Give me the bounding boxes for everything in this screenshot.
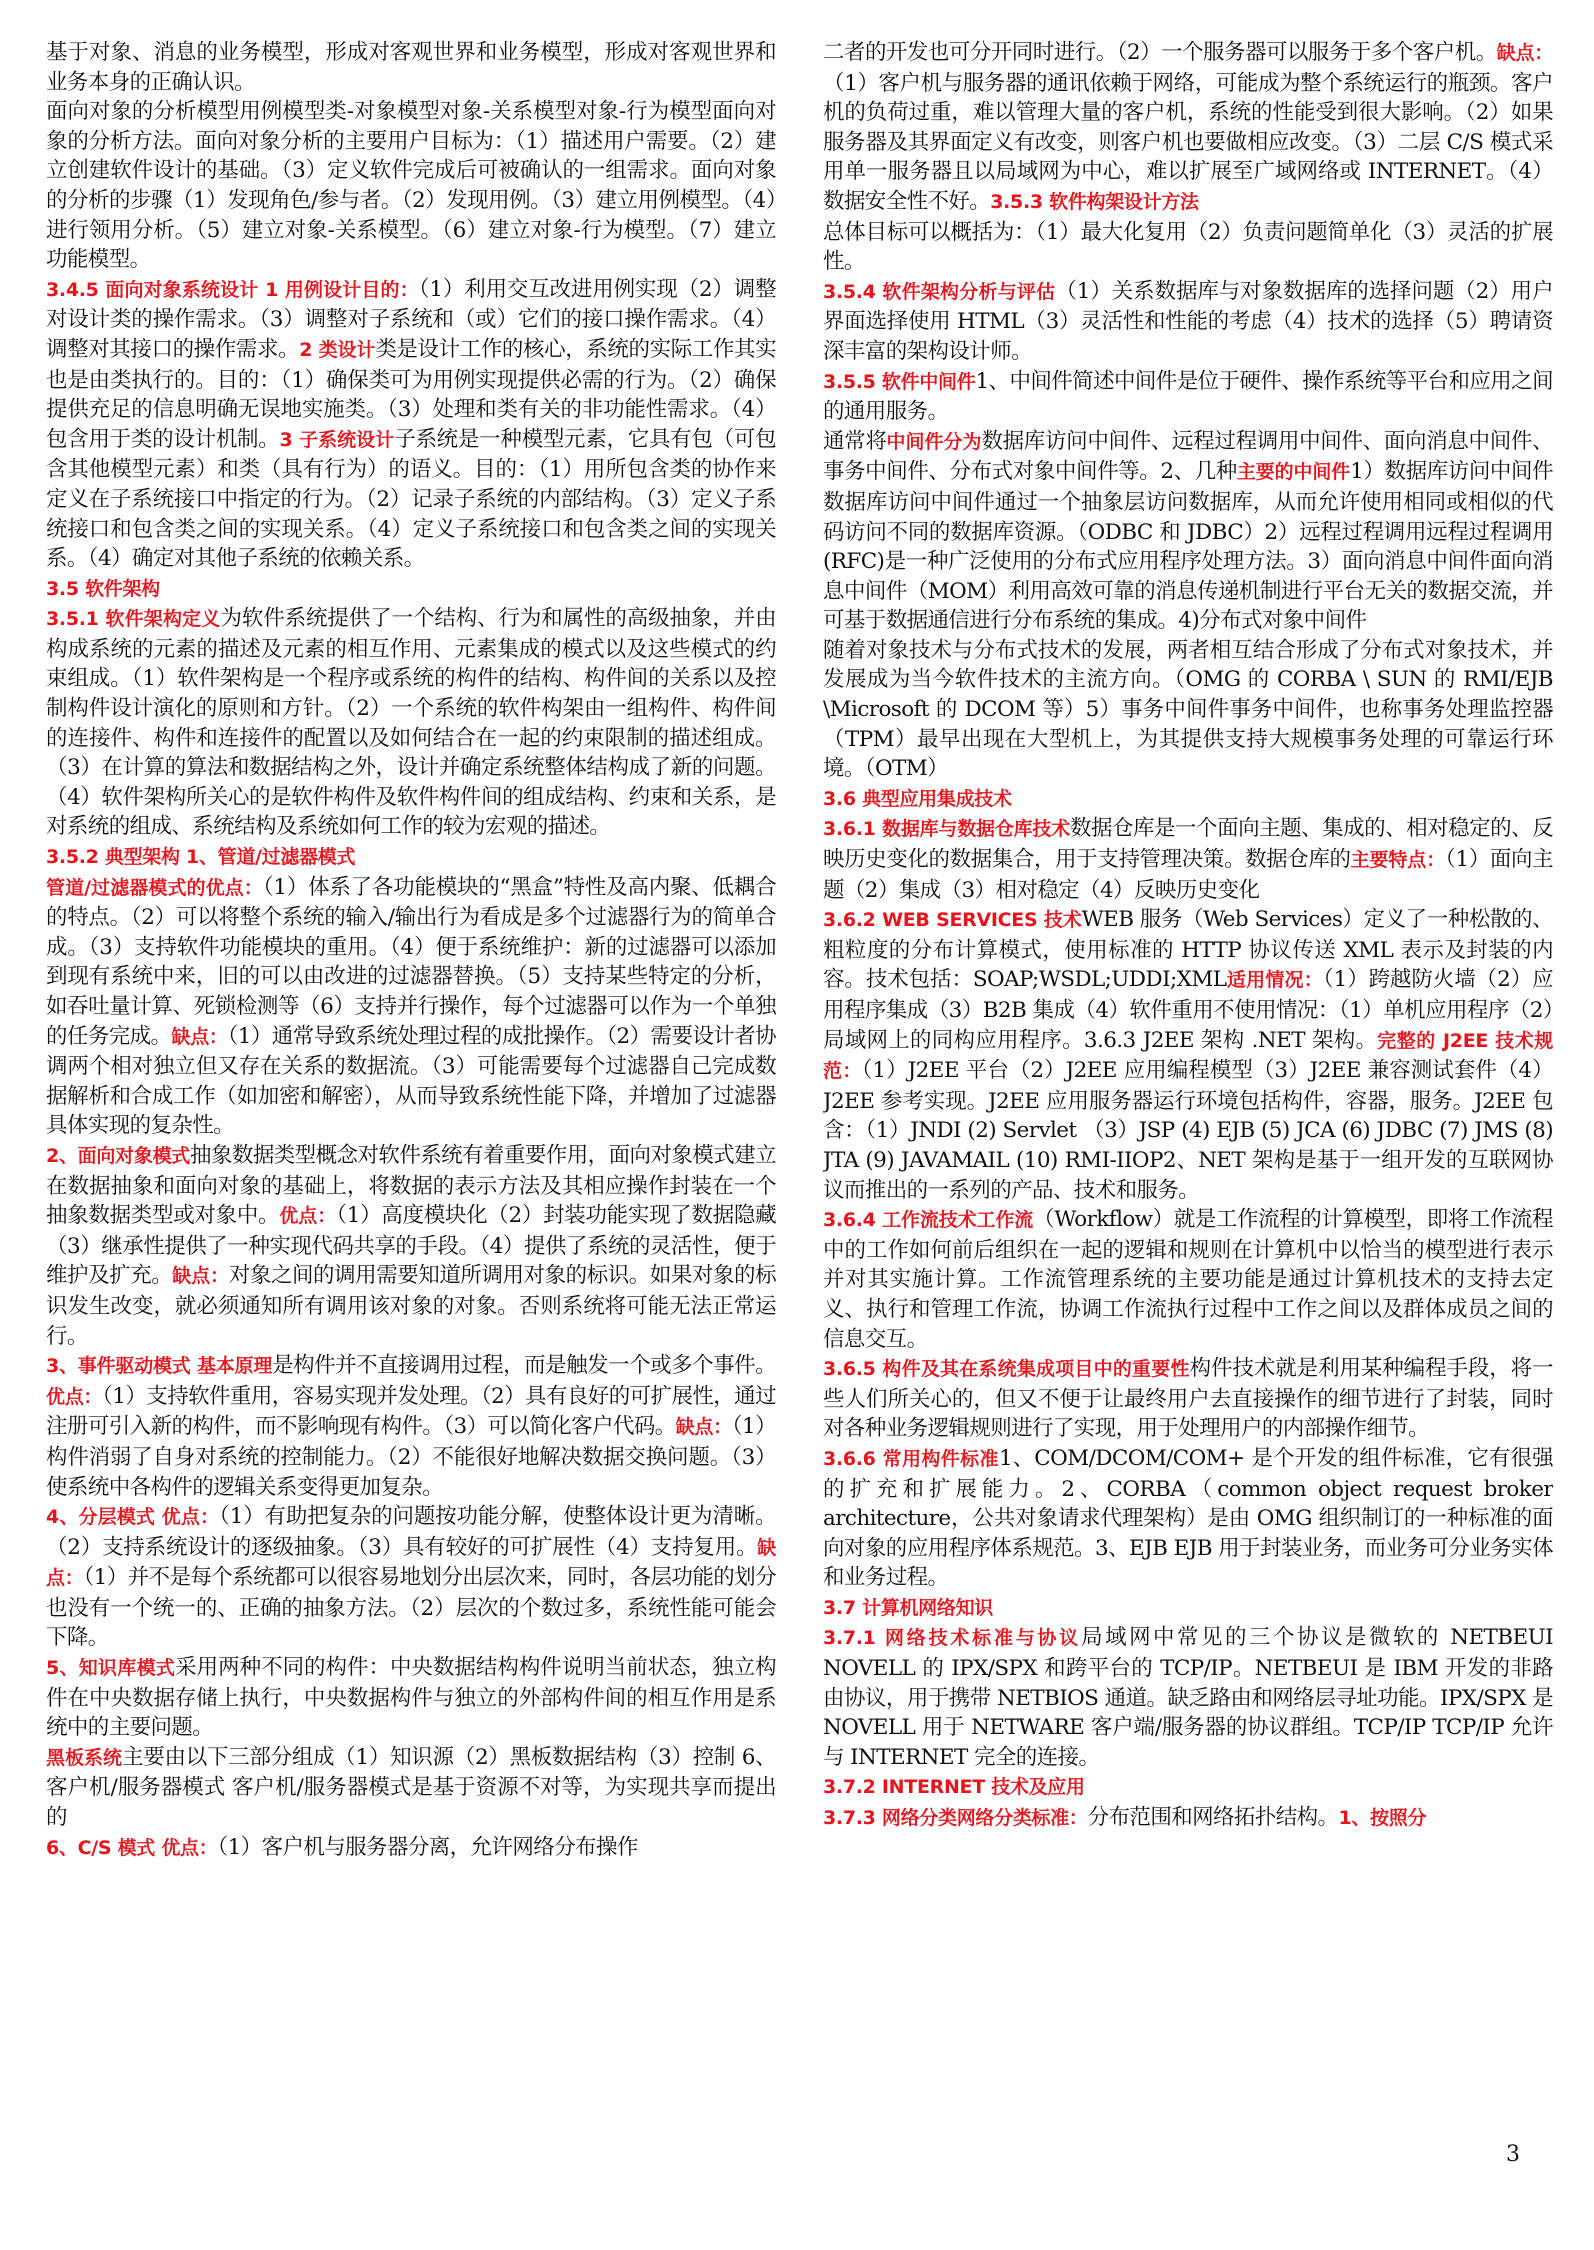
text-run: 子系统是一种模型元素，它具有包（可包含其他模型元素）和类（具有行为）的语义。目的：（1）用所包含类的协作来定义在子系统接口中指定的行为。（2）记录子系统的内部结构。（3）定义子系统接口和包含类之间的实现关系。（4）定义子系统接口和包含类之间的实现关系。（4）确定对其他子系统的依赖关系。 bbox=[46, 426, 776, 572]
text-run: （1）支持软件重用，容易实现并发处理。（2）具有良好的可扩展性，通过注册可引入新的构件，而不影响现有构件。（3）可以简化客户代码。 bbox=[46, 1383, 776, 1440]
heading-run: 中间件分为 bbox=[886, 430, 982, 453]
heading-run: 3.6.6 常用构件标准 bbox=[823, 1447, 999, 1470]
heading-run: 缺点： bbox=[1496, 42, 1553, 64]
heading-run: 2 类设计 bbox=[299, 338, 376, 361]
text-run: 基于对象、消息的业务模型，形成对客观世界和业务模型，形成对客观世界和业务本身的正确认识。 bbox=[46, 40, 776, 95]
paragraph bbox=[46, 1653, 776, 1743]
text-run: （1）客户机与服务器分离，允许网络分布操作 bbox=[217, 1834, 638, 1860]
heading-run: 管道/过滤器模式的优点： bbox=[46, 876, 263, 899]
text-run: （Workflow）就是工作流程的计算模型，即将工作流程中的工作如何前后组织在一起的逻辑和规则在计算机中以恰当的模型进行表示并对其实施计算。工作流管理系统的主要功能是通过计算机技术的支持去定义、执行和管理工作流，协调工作流执行过程中工作之间以及群体成员之间的信息交互。 bbox=[823, 1207, 1553, 1352]
text-run: 构件技术就是利用某种编程手段，将一些人们所关心的，但又不便于让最终用户去直接操作的细节进行了封装，同时对各种业务逻辑规则进行了实现，用于处理用户的内部操作细节。 bbox=[823, 1356, 1553, 1442]
paragraph bbox=[46, 38, 776, 97]
heading-run: 3.7.1 网络技术标准与协议 bbox=[823, 1627, 1082, 1650]
heading-run: 缺点： bbox=[171, 1025, 228, 1048]
heading-run: 2、面向对象模式 bbox=[46, 1144, 191, 1167]
heading-run: 黑板系统 bbox=[46, 1746, 123, 1769]
text-run: 对象之间的调用需要知道所调用对象的标识。如果对象的标识发生改变，就必须通知所有调用该对象的对象。否则系统将可能无法正常运行。 bbox=[46, 1263, 776, 1349]
heading-run: 缺点： bbox=[46, 1536, 776, 1590]
text-run: 通常将 bbox=[823, 428, 887, 454]
text-run: （1）客户机与服务器的通讯依赖于网络，可能成为整个系统运行的瓶颈。客户机的负荷过重，难以管理大量的客户机，系统的性能受到很大影响。（2）如果服务器及其界面定义有改变，则客户机也要做相应改变。（3）二层 C/S 模式采用单一服务器且以局域网为中心，难以扩展至广域网络或 INTERNET。（4）数据安全性不好。 bbox=[823, 70, 1553, 214]
text-run: 1、COM/DCOM/COM+ 是个开发的组件标准，它有很强的扩充和扩展能力。2、CORBA（common object request broker architecture，公共对象请求代理架构）是由 OMG 组织制订的一种标准的面向对象的应用程序体系规范。3、EJB EJB 用于封装业务，而业务可分业务实体和业务过程。 bbox=[823, 1445, 1553, 1591]
text-run: （1）利用交互改进用例实现（2）调整对设计类的操作需求。（3）调整对子系统和（或）它们的接口操作需求。（4）调整对其接口的操作需求。 bbox=[46, 276, 776, 362]
text-run: 随着对象技术与分布式技术的发展，两者相互结合形成了分布式对象技术，并发展成为当今软件技术的主流方向。（OMG 的 CORBA \ SUN 的 RMI/EJB \Microsoft 的 DCOM 等）5）事务中间件事务中间件，也称事务处理监控器（TPM）最早出现在大型机上，为其提供支持大规模事务处理的可靠运行环境。（OTM） bbox=[823, 637, 1553, 782]
paragraph bbox=[823, 367, 1553, 427]
text-run: 主要由以下三部分组成（1）知识源（2）黑板数据结构（3）控制 6、客户机/服务器模式 客户机/服务器模式是基于资源不对等，为实现共享而提出的 bbox=[46, 1744, 776, 1831]
paragraph bbox=[823, 784, 1553, 815]
heading-run: 网络分类标准： bbox=[956, 1807, 1088, 1830]
text-run: （1）有助把复杂的问题按功能分解，使整体设计更为清晰。（2）支持系统设计的逐级抽象。（3）具有较好的可扩展性（4）支持复用。 bbox=[46, 1504, 776, 1560]
heading-run: 5、知识库模式 bbox=[46, 1657, 176, 1680]
text-run: 采用两种不同的构件：中央数据结构构件说明当前状态，独立构件在中央数据存储上执行，中央数据构件与独立的外部构件间的相互作用是系统中的主要问题。 bbox=[46, 1655, 776, 1741]
paragraph bbox=[823, 1772, 1553, 1803]
heading-run: 3.5.2 典型架构 1、管道/过滤器模式 bbox=[46, 846, 356, 869]
text-run: 总体目标可以概括为：（1）最大化复用（2）负责问题简单化（3）灵活的扩展性。 bbox=[823, 219, 1553, 275]
paragraph bbox=[823, 1444, 1553, 1593]
text-run: 抽象数据类型概念对软件系统有着重要作用，面向对象模式建立在数据抽象和面向对象的基础上，将数据的表示方法及其相应操作封装在一个抽象数据类型或对象中。 bbox=[46, 1142, 776, 1229]
heading-run: 优点： bbox=[279, 1205, 337, 1228]
paragraph bbox=[46, 1743, 776, 1833]
paragraph bbox=[46, 97, 776, 275]
text-run: 类是设计工作的核心，系统的实际工作其实也是由类执行的。目的：（1）确保类可为用例实现提供必需的行为。（2）确保提供充足的信息明确无误地实施类。（3）处理和类有关的非功能性需求。（4）包含用于类的设计机制。 bbox=[46, 336, 776, 452]
paragraph bbox=[46, 604, 776, 842]
text-run: 1）数据库访问中间件数据库访问中间件通过一个抽象层访问数据库，从而允许使用相同或相似的代码访问不同的数据库资源。（ODBC 和 JDBC）2）远程过程调用远程过程调用(RFC)是一种广泛使用的分布式应用程序处理方法。3）面向消息中间件面向消息中间件（MOM）利用高效可靠的消息传递机制进行平台无关的数据交流，并可基于数据通信进行分布系统的集成。4)分布式对象中间件 bbox=[823, 459, 1553, 634]
heading-run: 3、事件驱动模式 基本原理 bbox=[46, 1355, 273, 1378]
paragraph bbox=[823, 427, 1553, 636]
paragraph bbox=[823, 1205, 1553, 1354]
text-run: 数据库访问中间件、远程过程调用中间件、面向消息中间件、事务中间件、分布式对象中间件等。2、几种 bbox=[823, 428, 1553, 485]
paragraph bbox=[823, 277, 1553, 367]
heading-run: 3.5.3 软件构架设计方法 bbox=[990, 190, 1199, 213]
paragraph bbox=[823, 814, 1553, 905]
heading-run: 主要的中间件 bbox=[1236, 461, 1351, 484]
paragraph bbox=[823, 1623, 1553, 1772]
heading-run: 3 子系统设计 bbox=[279, 428, 395, 451]
paragraph bbox=[823, 905, 1553, 1205]
heading-run: 3.5.1 软件架构定义 bbox=[46, 608, 221, 631]
heading-run: 1、按照分 bbox=[1338, 1807, 1427, 1830]
paragraph bbox=[823, 1593, 1553, 1624]
heading-run: 3.5 软件架构 bbox=[46, 577, 160, 600]
heading-run: 3.4.5 面向对象系统设计 1 用例设计目的： bbox=[46, 278, 419, 301]
heading-run: 3.7.3 网络分类 bbox=[823, 1807, 957, 1830]
paragraph bbox=[823, 636, 1553, 784]
text-run: 为软件系统提供了一个结构、行为和属性的高级抽象，并由构成系统的元素的描述及元素的相互作用、元素集成的模式以及这些模式的约束组成。（1）软件架构是一个程序或系统的构件的结构、构件间的关系以及控制构件设计演化的原则和方针。（2）一个系统的软件构架由一组构件、构件间的连接件、构件和连接件的配置以及如何结合在一起的约束限制的描述组成。（3）在计算的算法和数据结构之外，设计并确定系统整体结构成了新的问题。（4）软件架构所关心的是软件构件及软件构件间的组成结构、约束和关系，是对系统的组成、系统结构及系统如何工作的较为宏观的描述。 bbox=[46, 606, 776, 840]
text-run: WEB 服务（Web Services）定义了一种松散的、粗粒度的分布计算模式，使用标准的 HTTP 协议传送 XML 表示及封装的内容。技术包括：SOAP;WSDL;UDDI;XML bbox=[823, 907, 1553, 993]
text-run: 面向对象的分析模型用例模型类-对象模型对象-关系模型对象-行为模型面向对象的分析方法。面向对象分析的主要用户目标为：（1）描述用户需要。（2）建立创建软件设计的基础。（3）定义软件完成后可被确认的一组需求。面向对象的分析的步骤（1）发现角色/参与者。（2）发现用例。（3）建立用例模型。（4）进行领用分析。（5）建立对象-关系模型。（6）建立对象-行为模型。（7）建立功能模型。 bbox=[46, 99, 776, 273]
paragraph bbox=[823, 38, 1553, 218]
text-run: 局域网中常见的三个协议是微软的 NETBEUI NOVELL 的 IPX/SPX 和跨平台的 TCP/IP。NETBEUI 是 IBM 开发的非路由协议，用于携带 NETBIOS 通道。缺乏路由和网络层寻址功能。IPX/SPX 是 NOVELL 用于 NETWARE 客户端/服务器的协议群组。TCP/IP TCP/IP 允许与 INTERNET 完全的连接。 bbox=[823, 1625, 1553, 1770]
text-run: 1、中间件简述中间件是位于硬件、操作系统等平台和应用之间的通用服务。 bbox=[823, 368, 1553, 425]
paragraph bbox=[46, 873, 776, 1141]
paragraph bbox=[823, 1803, 1553, 1834]
heading-run: 缺点： bbox=[172, 1265, 229, 1288]
paragraph bbox=[46, 1502, 776, 1653]
text-run: （1）关系数据库与对象数据库的选择问题（2）用户界面选择使用 HTML（3）灵活性和性能的考虑（4）技术的选择（5）聘请资深丰富的架构设计师。 bbox=[823, 278, 1553, 364]
heading-run: 缺点： bbox=[675, 1416, 732, 1439]
heading-run: 3.6.1 数据库与数据仓库技术 bbox=[823, 818, 1071, 841]
page-number: 3 bbox=[1506, 2142, 1520, 2167]
text-run: （1）跨越防火墙（2）应用程序集成（3）B2B 集成（4）软件重用不使用情况：（1）单机应用程序（2）局域网上的同构应用程序。3.6.3 J2EE 架构 .NET 架构。 bbox=[823, 967, 1553, 1053]
paragraph bbox=[46, 842, 776, 873]
text-run: （1）面向主题（2）集成（3）相对稳定（4）反映历史变化 bbox=[823, 847, 1553, 903]
right-column bbox=[823, 38, 1553, 2068]
text-run: 分布范围和网络拓扑结构。 bbox=[1087, 1805, 1339, 1831]
heading-run: 4、分层模式 优点： bbox=[46, 1506, 220, 1529]
heading-run: 完整的 J2EE 技术规范： bbox=[823, 1029, 1553, 1083]
heading-run: 适用情况： bbox=[1226, 969, 1323, 992]
paragraph bbox=[46, 574, 776, 605]
text-run: （1）通常导致系统处理过程的成批操作。（2）需要设计者协调两个相对独立但又存在关系的数据流。（3）可能需要每个过滤器自己完成数据解析和合成工作（如加密和解密），从而导致系统性能下降，并增加了过滤器具体实现的复杂性。 bbox=[46, 1023, 776, 1139]
heading-run: 主要特点： bbox=[1350, 849, 1446, 872]
text-run: （1）J2EE 平台（2）J2EE 应用编程模型（3）J2EE 兼容测试套件（4）J2EE 参考实现。J2EE 应用服务器运行环境包括构件，容器，服务。J2EE 包含：（1）JNDI (2) Servlet （3）JSP (4) EJB (5) JCA (6) JDBC (7) JMS (8) JTA (9) JAVAMAIL (10) RMI-IIOP2、NET 架构是基于一组开发的互联网协议而推出的一系列的产品、技术和服务。 bbox=[823, 1058, 1553, 1203]
heading-run: 3.5.5 软件中间件 bbox=[823, 370, 976, 393]
paragraph bbox=[46, 275, 776, 574]
paragraph bbox=[46, 1351, 776, 1502]
text-run: （1）高度模块化（2）封装功能实现了数据隐藏（3）继承性提供了一种实现代码共享的手段。（4）提供了系统的灵活性，便于维护及扩充。 bbox=[46, 1203, 776, 1289]
heading-run: 3.7 计算机网络知识 bbox=[823, 1596, 993, 1619]
text-run: 二者的开发也可分开同时进行。（2）一个服务器可以服务于多个客户机。 bbox=[823, 40, 1497, 65]
text-run: 是构件并不直接调用过程，而是触发一个或多个事件。 bbox=[272, 1353, 776, 1379]
heading-run: 3.5.4 软件架构分析与评估 bbox=[823, 280, 1056, 303]
heading-run: 3.7.2 INTERNET 技术及应用 bbox=[823, 1776, 1085, 1799]
heading-run: 优点： bbox=[46, 1385, 103, 1408]
text-run: （1）体系了各功能模块的“黑盒”特性及高内聚、低耦合的特点。（2）可以将整个系统的输入/输出行为看成是多个过滤器行为的简单合成。（3）支持软件功能模块的重用。（4）便于系统维护：新的过滤器可以添加到现有系统中来，旧的可以由改进的过滤器替换。（5）支持某些特定的分析，如吞吐量计算、死锁检测等（6）支持并行操作，每个过滤器可以作为一个单独的任务完成。 bbox=[46, 874, 776, 1049]
paragraph bbox=[823, 218, 1553, 277]
text-run: 数据仓库是一个面向主题、集成的、相对稳定的、反映历史变化的数据集合，用于支持管理决策。数据仓库的 bbox=[823, 816, 1553, 873]
text-run: （1）构件消弱了自身对系统的控制能力。（2）不能很好地解决数据交换问题。（3）使系统中各构件的逻辑关系变得更加复杂。 bbox=[46, 1414, 776, 1500]
heading-run: 3.6.5 构件及其在系统集成项目中的重要性 bbox=[823, 1358, 1190, 1381]
heading-run: 3.6.2 WEB SERVICES 技术 bbox=[823, 909, 1082, 932]
paragraph bbox=[46, 1141, 776, 1351]
text-run: （1）并不是每个系统都可以很容易地划分出层次来，同时，各层功能的划分也没有一个统一的、正确的抽象方法。（2）层次的个数过多，系统性能可能会下降。 bbox=[46, 1565, 776, 1651]
heading-run: 6、C/S 模式 优点： bbox=[46, 1836, 218, 1859]
heading-run: 3.6 典型应用集成技术 bbox=[823, 787, 1012, 810]
paragraph bbox=[823, 1354, 1553, 1444]
heading-run: 3.6.4 工作流技术工作流 bbox=[823, 1209, 1034, 1232]
left-column bbox=[46, 38, 776, 2068]
paragraph bbox=[46, 1833, 776, 1864]
